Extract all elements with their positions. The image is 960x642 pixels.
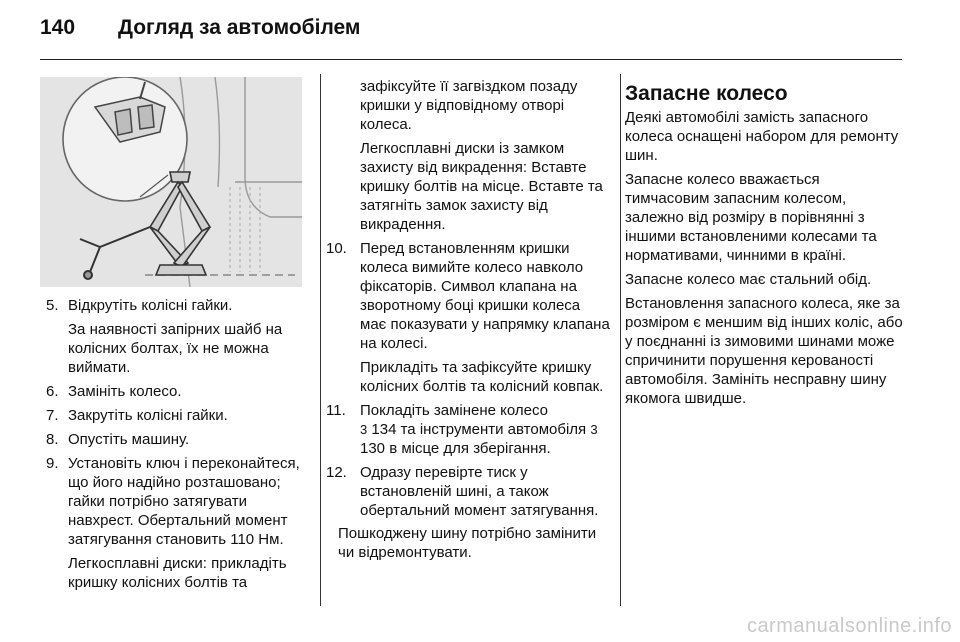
watermark: carmanualsonline.info (746, 615, 952, 637)
item-text: Перед встановленням кришки колеса вимийте колесо навколо фіксаторів. Символ клапана на зворотному боці кришки колеса має показувати у напрямку клапана на колесі. (360, 240, 610, 352)
page-ref[interactable]: 134 (371, 421, 397, 438)
item-number: 8. (46, 431, 59, 448)
item-number: 10. (326, 240, 347, 257)
chapter-title: Догляд за автомобілем (118, 16, 361, 39)
column-2 (326, 77, 610, 562)
column-divider (320, 74, 321, 606)
item-text-part: та інструменти автомобіля (400, 421, 587, 438)
item-number: 12. (326, 464, 347, 481)
item-text-part: Покладіть замінене колесо (360, 402, 549, 419)
page-ref-icon: 3 (360, 422, 368, 437)
item-text-part: в місце для зберігання. (389, 440, 551, 457)
column-1 (46, 296, 310, 592)
item-text: Опустіть машину. (68, 431, 190, 448)
list-item (46, 430, 310, 449)
column-3 (625, 82, 903, 413)
list-item (46, 454, 310, 592)
list-item (46, 406, 310, 425)
item-note: За наявності запірних шайб на колісних болтах, їх не можна виймати. (68, 321, 283, 376)
section-title: Запасне колесо (625, 82, 788, 105)
item-note: Легкосплавні диски: прикладіть кришку колісних болтів та (68, 555, 287, 591)
item-text: Установіть ключ і переконайтеся, що його надійно розташовано; гайки потрібно затягувати навхрест. Обертальний момент затягування становить 110 Нм. (68, 455, 300, 548)
column-divider (620, 74, 621, 606)
paragraph: Встановлення запасного колеса, яке за розміром є меншим від інших коліс, або у поєднанні із зимовими шинами може спричинити порушення керованості автомобіля. Замініть несправну шину якомога швидше. (625, 295, 903, 407)
page-ref-icon: 3 (590, 422, 598, 437)
list-item (326, 401, 610, 458)
page-number: 140 (40, 16, 76, 39)
car-jack-icon (40, 77, 302, 287)
item-note: Прикладіть та зафіксуйте кришку колісних болтів та колісний ковпак. (360, 359, 604, 395)
page-ref[interactable]: 130 (360, 440, 386, 457)
item-text: Замініть колесо. (68, 383, 182, 400)
list-item (326, 239, 610, 396)
continuation-text-2: Легкосплавні диски із замком захисту від викрадення: Вставте кришку болтів на місце. Вставте та затягніть замок захисту від викрадення. (360, 140, 603, 233)
item-number: 5. (46, 297, 59, 314)
list-item (326, 463, 610, 520)
list-item (46, 296, 310, 377)
item-text: Закрутіть колісні гайки. (68, 407, 228, 424)
paragraph: Запасне колесо вважається тимчасовим запасним колесом, залежно від розміру в порівнянні з іншими встановленими колесами та нормативами, чинними в країні. (625, 171, 877, 264)
item-text (360, 401, 610, 458)
item-number: 7. (46, 407, 59, 424)
car-jack-illustration (40, 77, 302, 287)
note-text: Пошкоджену шину потрібно замінити чи відремонтувати. (338, 525, 597, 561)
continuation-text: зафіксуйте її загвіздком позаду кришки у відповідному отворі колеса. (360, 78, 578, 133)
header-rule (40, 59, 902, 60)
list-item (46, 382, 310, 401)
paragraph: Деякі автомобілі замість запасного колеса оснащені набором для ремонту шин. (625, 109, 899, 164)
item-number: 6. (46, 383, 59, 400)
item-text: Відкрутіть колісні гайки. (68, 297, 233, 314)
item-text: Одразу перевірте тиск у встановленій шині, а також обертальний момент затягування. (360, 464, 599, 519)
item-number: 9. (46, 455, 59, 472)
paragraph: Запасне колесо має стальний обід. (625, 271, 872, 288)
item-number: 11. (326, 402, 346, 419)
